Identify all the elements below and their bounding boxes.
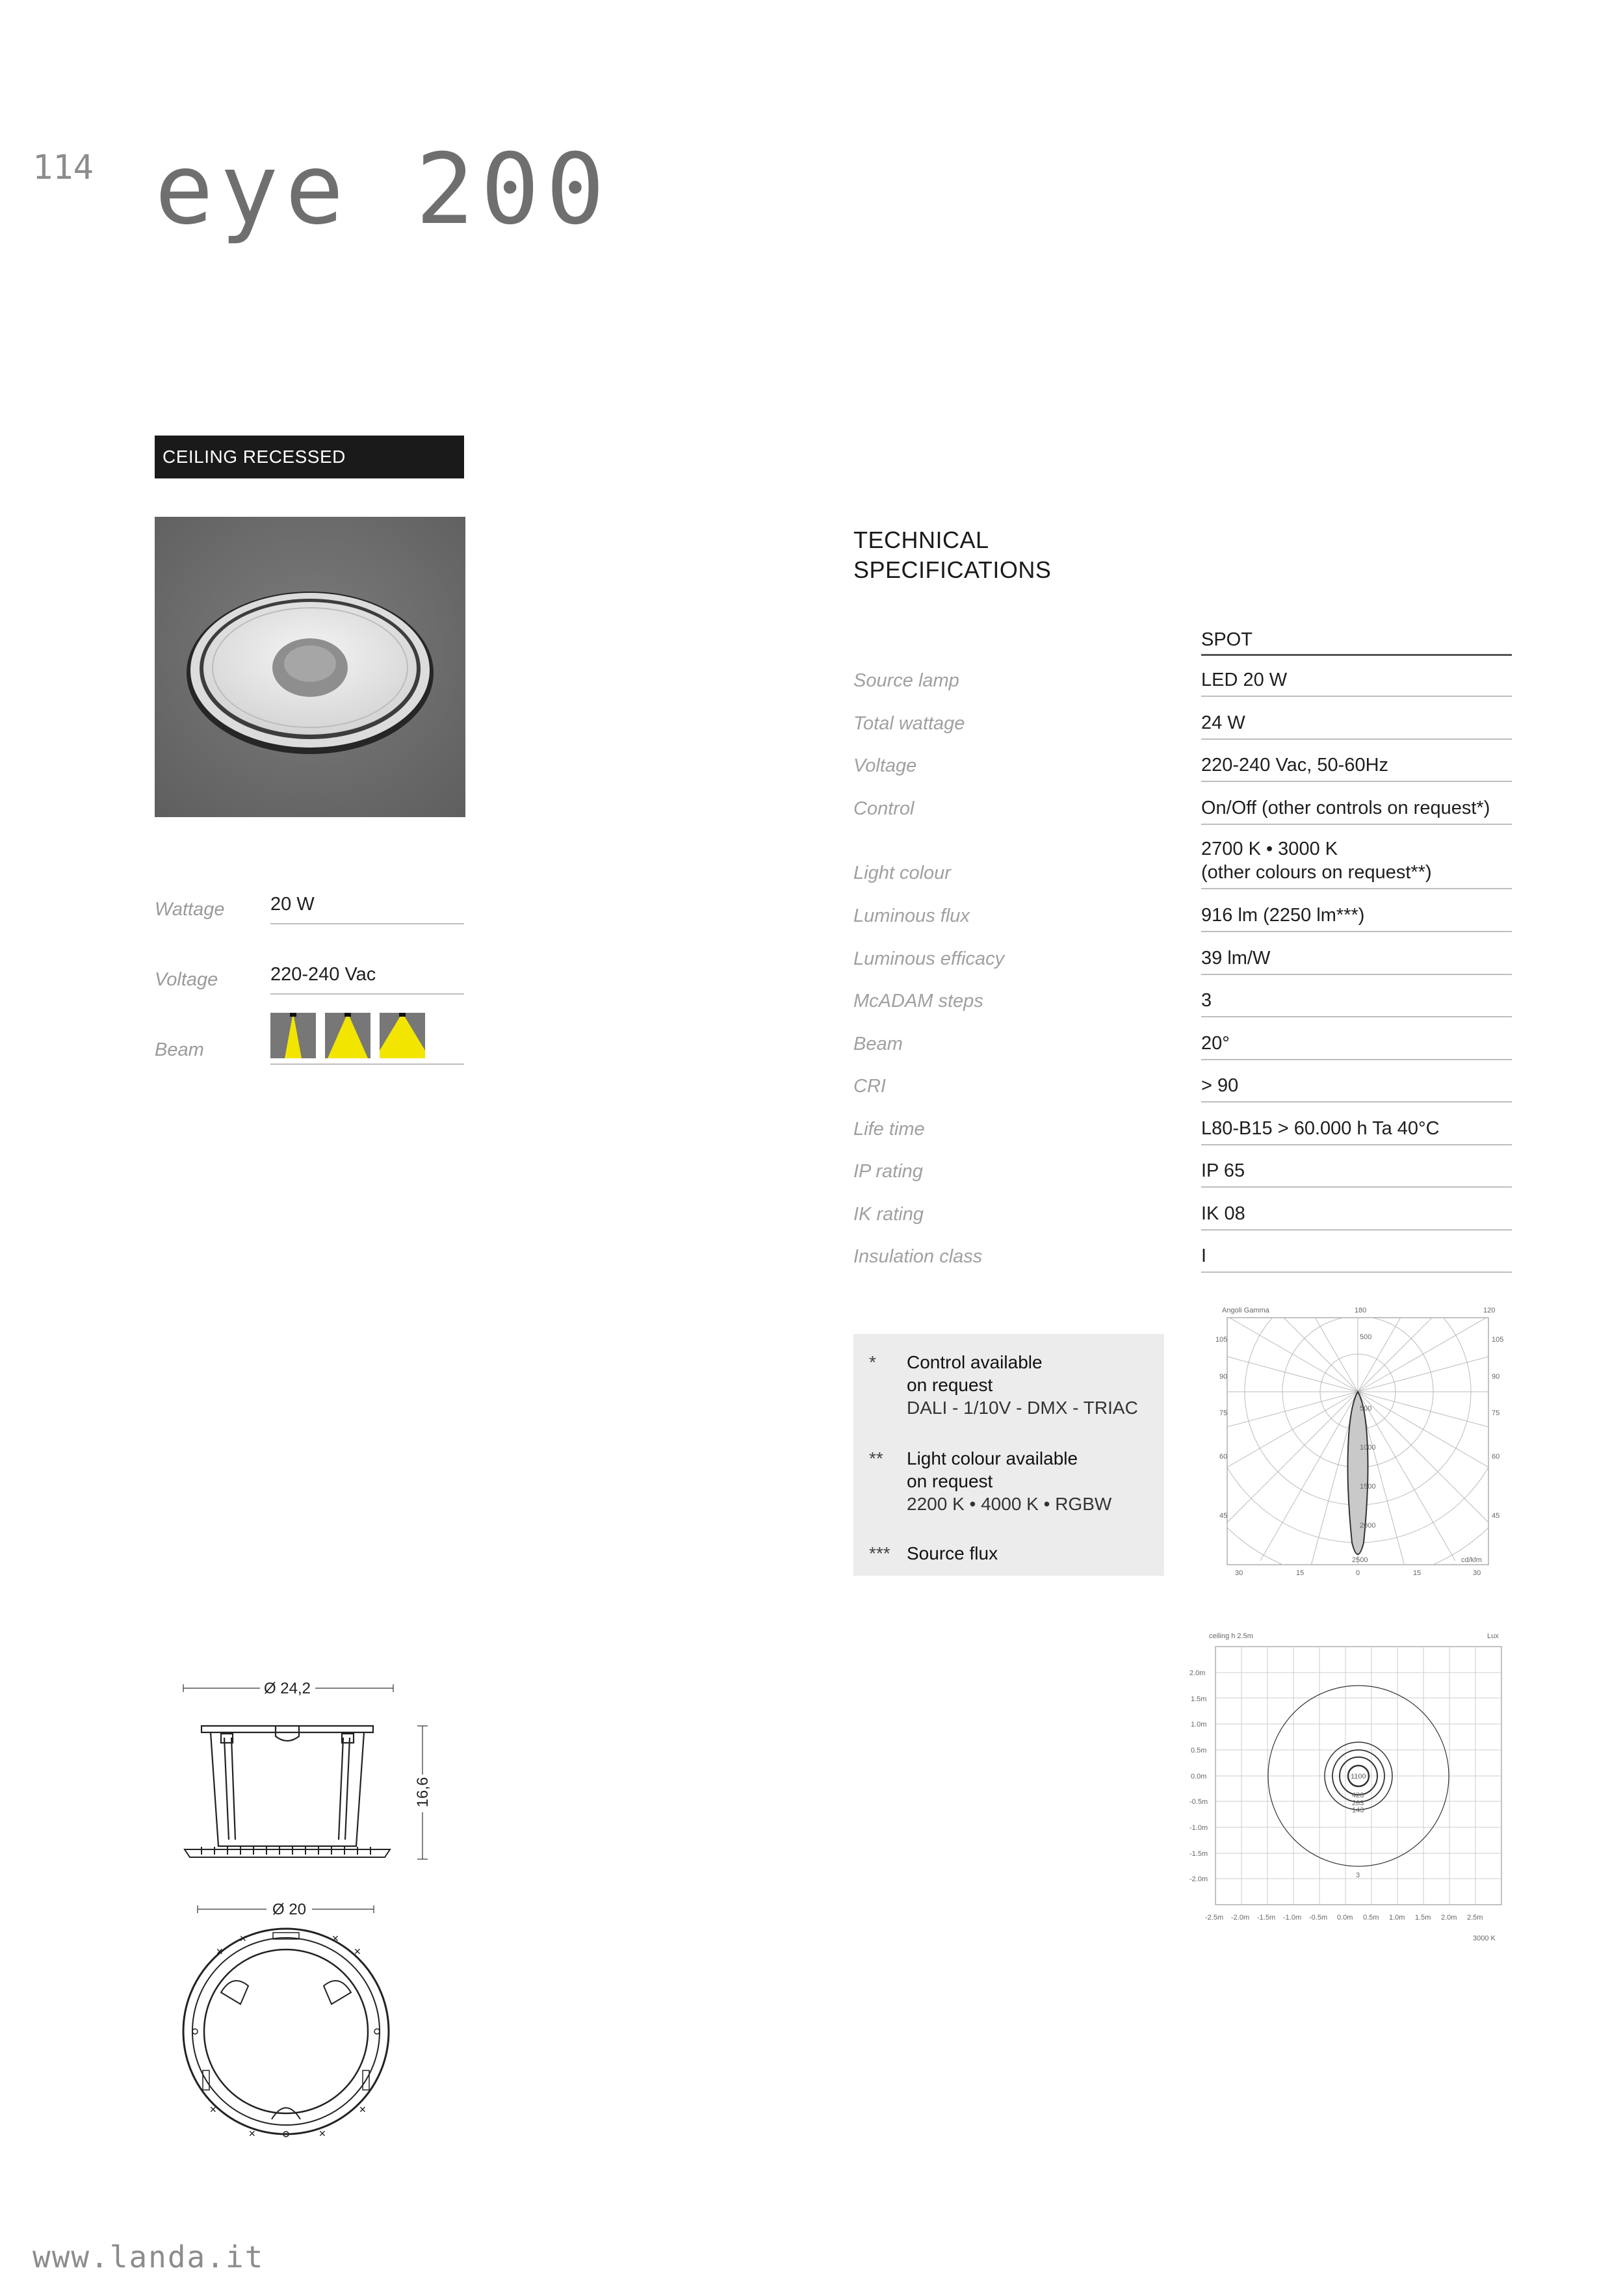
isolux-contour-label: 283 bbox=[1352, 1799, 1364, 1807]
spec-value: 24 W bbox=[1201, 711, 1512, 740]
light-colour-line-2: (other colours on request**) bbox=[1201, 862, 1432, 883]
note-title: Light colour available bbox=[907, 1448, 1078, 1468]
isolux-y-label: -1.5m bbox=[1189, 1850, 1208, 1858]
isolux-x-label: 2.0m bbox=[1441, 1914, 1457, 1922]
spec-label: McADAM steps bbox=[853, 991, 983, 1011]
polar-diagram bbox=[1215, 1303, 1508, 1583]
spec-label: Voltage bbox=[853, 755, 917, 776]
isolux-x-label: 0.0m bbox=[1337, 1914, 1353, 1922]
isolux-x-label: -2.5m bbox=[1205, 1914, 1224, 1922]
spec-label: IK rating bbox=[853, 1204, 924, 1225]
isolux-cct-label: 3000 K bbox=[1473, 1935, 1496, 1942]
svg-text:✕: ✕ bbox=[216, 1947, 224, 1957]
website-url: www.landa.it bbox=[32, 2239, 265, 2275]
technical-specifications-heading bbox=[853, 525, 1051, 585]
polar-angle-label: 90 bbox=[1219, 1373, 1228, 1381]
polar-bottom-label: 15 bbox=[1413, 1569, 1422, 1577]
spec-row bbox=[853, 824, 1512, 889]
polar-radial-label: 1000 bbox=[1360, 1444, 1376, 1452]
svg-text:✕: ✕ bbox=[354, 1947, 361, 1957]
note-mark: * bbox=[869, 1352, 876, 1372]
spec-label: CRI bbox=[853, 1076, 886, 1097]
polar-radial-label: 2000 bbox=[1360, 1522, 1376, 1530]
polar-top-label: 120 bbox=[1483, 1307, 1496, 1314]
spec-row bbox=[853, 889, 1512, 932]
polar-radial-label: 2500 bbox=[1352, 1556, 1368, 1564]
spec-label: Total wattage bbox=[853, 713, 965, 734]
isolux-contour-label: 143 bbox=[1352, 1807, 1364, 1814]
polar-angle-label: 90 bbox=[1492, 1373, 1500, 1381]
category-badge: CEILING RECESSED bbox=[155, 436, 464, 478]
isolux-x-label: 0.5m bbox=[1363, 1914, 1379, 1922]
cutout-diameter-label: Ø 20 bbox=[272, 1901, 307, 1918]
wide-beam-icon bbox=[380, 1013, 425, 1058]
isolux-x-label: -0.5m bbox=[1309, 1914, 1328, 1922]
note-mark: *** bbox=[869, 1543, 890, 1563]
wattage-value: 20 W bbox=[270, 887, 464, 924]
svg-text:✕: ✕ bbox=[359, 2105, 367, 2115]
polar-bottom-label: 30 bbox=[1473, 1569, 1481, 1577]
spec-label: Control bbox=[853, 798, 915, 819]
polar-top-label: 180 bbox=[1355, 1307, 1367, 1314]
note-mark: ** bbox=[869, 1448, 883, 1468]
fixture-body-outline bbox=[201, 1726, 373, 1846]
height-label: 16,6 bbox=[414, 1777, 432, 1808]
spec-label: Life time bbox=[853, 1119, 925, 1140]
isolux-x-label: 1.0m bbox=[1389, 1914, 1405, 1922]
spec-row bbox=[853, 1017, 1512, 1060]
polar-angle-label: 75 bbox=[1492, 1409, 1500, 1417]
spec-value: IK 08 bbox=[1201, 1202, 1512, 1231]
polar-corner-label: Angoli Gamma bbox=[1222, 1307, 1269, 1314]
polar-bottom-label: 30 bbox=[1235, 1569, 1243, 1577]
spec-row bbox=[853, 1230, 1512, 1273]
isolux-y-label: 0.0m bbox=[1191, 1773, 1207, 1781]
spec-value: 220-240 Vac, 50-60Hz bbox=[1201, 753, 1512, 782]
spec-value: LED 20 W bbox=[1201, 668, 1512, 697]
spec-row bbox=[853, 1060, 1512, 1102]
note-detail: DALI - 1/10V - DMX - TRIAC bbox=[907, 1398, 1138, 1418]
page-number: 114 bbox=[32, 148, 94, 187]
voltage-value: 220-240 Vac bbox=[270, 957, 464, 995]
spec-row bbox=[853, 782, 1512, 825]
spec-row bbox=[853, 1145, 1512, 1188]
wattage-label: Wattage bbox=[155, 899, 225, 920]
outer-diameter-label: Ø 24,2 bbox=[263, 1680, 311, 1697]
spec-value bbox=[1201, 837, 1512, 889]
spec-label: Source lamp bbox=[853, 670, 959, 691]
spec-value: 916 lm (2250 lm***) bbox=[1201, 904, 1512, 932]
spec-label: Beam bbox=[853, 1034, 903, 1054]
polar-radial-label: 500 bbox=[1360, 1405, 1372, 1413]
isolux-ceiling-label: ceiling h 2.5m bbox=[1209, 1632, 1253, 1640]
isolux-x-label: 2.5m bbox=[1467, 1914, 1483, 1922]
polar-angle-label: 75 bbox=[1219, 1409, 1228, 1417]
beam-icons bbox=[270, 1013, 426, 1058]
spec-label: Insulation class bbox=[853, 1246, 983, 1267]
spec-value: 3 bbox=[1201, 989, 1512, 1017]
isolux-unit-label: Lux bbox=[1487, 1632, 1499, 1640]
polar-angle-label: 105 bbox=[1492, 1336, 1504, 1344]
notes-box bbox=[853, 1334, 1164, 1576]
isolux-x-label: 1.5m bbox=[1415, 1914, 1431, 1922]
heading-line-2: SPECIFICATIONS bbox=[853, 556, 1052, 583]
svg-text:✕: ✕ bbox=[248, 2129, 256, 2139]
isolux-diagram bbox=[1189, 1622, 1508, 1947]
svg-text:✕: ✕ bbox=[209, 2105, 217, 2115]
spec-label: Light colour bbox=[853, 863, 951, 883]
beam-label: Beam bbox=[155, 1039, 204, 1060]
product-title: eye 200 bbox=[155, 133, 612, 246]
voltage-label: Voltage bbox=[155, 969, 218, 990]
note-title: on request bbox=[907, 1375, 993, 1395]
polar-radial-label: 500 bbox=[1360, 1333, 1372, 1341]
isolux-y-label: 1.5m bbox=[1191, 1695, 1207, 1703]
spec-row bbox=[853, 654, 1512, 697]
narrow-beam-icon bbox=[270, 1013, 316, 1058]
spec-row bbox=[853, 932, 1512, 975]
svg-text:✕: ✕ bbox=[318, 2129, 326, 2139]
polar-angle-label: 45 bbox=[1492, 1512, 1500, 1520]
wattage-row bbox=[155, 885, 464, 924]
isolux-y-label: -1.0m bbox=[1189, 1824, 1208, 1832]
note-title: Source flux bbox=[907, 1543, 998, 1563]
spec-value: On/Off (other controls on request*) bbox=[1201, 796, 1512, 825]
product-photo bbox=[155, 517, 465, 817]
spec-label: Luminous flux bbox=[853, 906, 970, 926]
polar-angle-label: 60 bbox=[1492, 1453, 1500, 1461]
spec-row bbox=[853, 1102, 1512, 1145]
spec-value: 39 lm/W bbox=[1201, 946, 1512, 975]
svg-text:✕: ✕ bbox=[331, 1934, 339, 1944]
isolux-x-label: -2.0m bbox=[1231, 1914, 1250, 1922]
spec-value: 20° bbox=[1201, 1032, 1512, 1060]
note-title: Control available bbox=[907, 1352, 1043, 1372]
note-title: on request bbox=[907, 1471, 993, 1491]
spec-row bbox=[853, 739, 1512, 782]
isolux-y-label: 2.0m bbox=[1189, 1669, 1206, 1677]
spec-row bbox=[853, 697, 1512, 740]
medium-beam-icon bbox=[325, 1013, 370, 1058]
light-colour-line-1: 2700 K • 3000 K bbox=[1201, 839, 1338, 859]
isolux-x-label: -1.5m bbox=[1257, 1914, 1276, 1922]
polar-unit-label: cd/klm bbox=[1461, 1556, 1482, 1564]
heading-line-1: TECHNICAL bbox=[853, 527, 989, 553]
svg-text:✕: ✕ bbox=[239, 1934, 247, 1944]
spec-row bbox=[853, 1188, 1512, 1231]
spec-label: IP rating bbox=[853, 1161, 923, 1182]
polar-angle-label: 60 bbox=[1219, 1453, 1228, 1461]
side-view-drawing bbox=[175, 1661, 455, 1882]
spec-value: IP 65 bbox=[1201, 1159, 1512, 1188]
intensity-curve bbox=[1348, 1392, 1368, 1554]
polar-bottom-label: 15 bbox=[1296, 1569, 1305, 1577]
polar-bottom-label: 0 bbox=[1356, 1569, 1360, 1577]
voltage-row bbox=[155, 956, 464, 995]
spot-column-header: SPOT bbox=[1201, 625, 1512, 656]
isolux-y-label: -2.0m bbox=[1189, 1875, 1208, 1883]
spec-row bbox=[853, 974, 1512, 1017]
note-detail: 2200 K • 4000 K • RGBW bbox=[907, 1494, 1112, 1514]
spec-value: L80-B15 > 60.000 h Ta 40°C bbox=[1201, 1117, 1512, 1145]
isolux-contour-label: 3 bbox=[1356, 1872, 1360, 1879]
spec-value: > 90 bbox=[1201, 1074, 1512, 1102]
isolux-y-label: -0.5m bbox=[1189, 1798, 1208, 1806]
spec-label: Luminous efficacy bbox=[853, 948, 1005, 969]
isolux-contour-label: 423 bbox=[1352, 1792, 1364, 1799]
isolux-x-label: -1.0m bbox=[1283, 1914, 1302, 1922]
polar-angle-label: 45 bbox=[1219, 1512, 1228, 1520]
isolux-y-label: 0.5m bbox=[1191, 1747, 1207, 1755]
fixture-flange bbox=[185, 1847, 390, 1857]
polar-radial-label: 1500 bbox=[1360, 1483, 1376, 1491]
top-view-drawing bbox=[175, 1895, 455, 2155]
isolux-y-label: 1.0m bbox=[1191, 1721, 1207, 1729]
polar-angle-label: 105 bbox=[1215, 1336, 1228, 1344]
spec-value: I bbox=[1201, 1244, 1512, 1273]
isolux-contour-label: 1100 bbox=[1351, 1773, 1366, 1781]
